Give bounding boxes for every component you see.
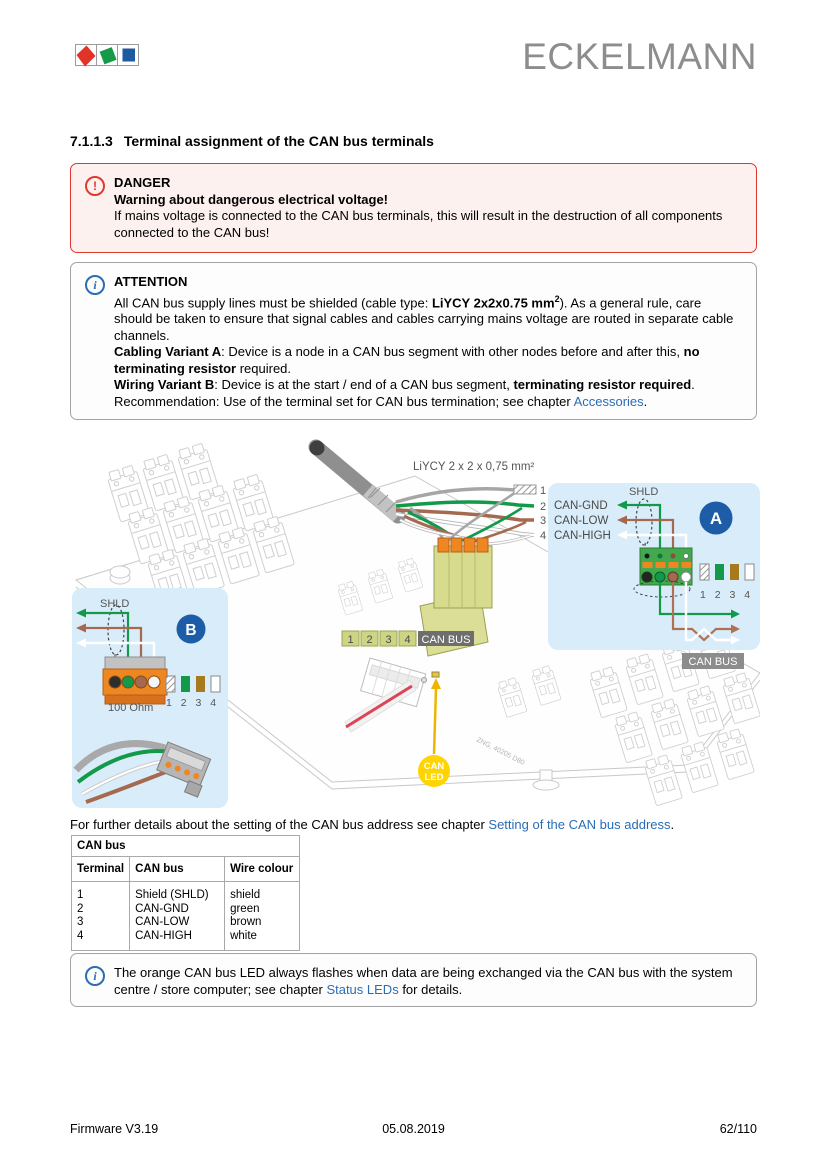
cell-terminal: 1 bbox=[72, 882, 130, 903]
signal-label-gnd: CAN-GND bbox=[554, 500, 608, 512]
svg-text:4: 4 bbox=[404, 634, 411, 646]
cell-colour: brown bbox=[225, 916, 300, 930]
cell-terminal: 3 bbox=[72, 916, 130, 930]
table-title: CAN bus bbox=[72, 836, 300, 857]
svg-text:3: 3 bbox=[540, 515, 547, 527]
table-row bbox=[72, 882, 300, 903]
footer-page-number: 62/110 bbox=[719, 1122, 757, 1136]
cell-signal: CAN-HIGH bbox=[130, 930, 225, 951]
variant-a-term: Cabling Variant A bbox=[114, 344, 222, 360]
attention-text: . bbox=[691, 377, 695, 393]
note-box bbox=[70, 953, 757, 1007]
danger-box bbox=[70, 163, 757, 253]
svg-text:1: 1 bbox=[540, 485, 547, 497]
attention-text: ). As a general rule, care should be taken to ensure that signal cables and cables carrying mains voltage are routed in separate cable channels. bbox=[114, 294, 734, 343]
can-bus-table bbox=[71, 835, 300, 951]
note-text: for details. bbox=[398, 981, 463, 997]
section-number: 7.1.1.3 bbox=[70, 133, 113, 149]
danger-warning: Warning about dangerous electrical voltage! bbox=[114, 191, 389, 207]
footer-date: 05.08.2019 bbox=[382, 1122, 445, 1136]
terminal-number-strip bbox=[342, 631, 474, 646]
section-heading bbox=[70, 133, 434, 149]
attention-text: . bbox=[643, 393, 648, 409]
attention-text: : Device is at the start / end of a CAN bus segment, bbox=[214, 377, 514, 393]
shld-label-b: SHLD bbox=[100, 598, 130, 610]
table-row bbox=[72, 930, 300, 951]
cell-colour: white bbox=[225, 930, 300, 951]
no-resistor-term: no terminating resistor bbox=[114, 344, 700, 376]
attention-title: ATTENTION bbox=[114, 274, 188, 289]
accessories-link[interactable]: Accessories bbox=[573, 393, 644, 409]
can-bus-tag-a bbox=[682, 653, 744, 669]
caption-text: For further details about the setting of the CAN bus address see chapter bbox=[70, 817, 489, 832]
eckelmann-logo bbox=[75, 43, 143, 71]
info-icon: i bbox=[85, 275, 105, 295]
cell-terminal: 2 bbox=[72, 903, 130, 917]
svg-text:1: 1 bbox=[347, 634, 354, 646]
table-row bbox=[72, 916, 300, 930]
note-text: The orange CAN bus LED always flashes when data are being exchanged via the CAN bus with the system centre / store computer; see chapter bbox=[114, 965, 733, 997]
section-title: Terminal assignment of the CAN bus terminals bbox=[123, 133, 434, 149]
danger-title: DANGER bbox=[114, 175, 171, 190]
caption-text: . bbox=[670, 817, 675, 832]
cell-terminal: 4 bbox=[72, 930, 130, 951]
cell-signal: Shield (SHLD) bbox=[130, 882, 225, 903]
info-icon: i bbox=[85, 966, 105, 986]
col-terminal: Terminal bbox=[72, 857, 130, 882]
svg-text:1 2 3 4: 1 2 3 4 bbox=[700, 589, 754, 601]
attention-text: Recommendation: Use of the terminal set for CAN bus termination; see chapter bbox=[114, 393, 574, 409]
terminal-block-b bbox=[103, 657, 167, 704]
svg-text:A: A bbox=[709, 509, 723, 528]
resistor-required-term: terminating resistor required bbox=[513, 377, 692, 393]
col-wire-colour: Wire colour bbox=[225, 857, 300, 882]
attention-text: : Device is a node in a CAN bus segment with other nodes before and after this, bbox=[221, 344, 684, 360]
logo-blue-square bbox=[123, 49, 136, 62]
can-bus-board-label: CAN BUS bbox=[421, 634, 471, 646]
attention-text: required. bbox=[236, 360, 292, 376]
cell-signal: CAN-LOW bbox=[130, 916, 225, 930]
danger-body: If mains voltage is connected to the CAN bus terminals, this will result in the destruction of all components connected to the CAN bus! bbox=[114, 208, 723, 240]
board-code: ZNG, 40205 D80 bbox=[475, 736, 526, 767]
svg-text:B: B bbox=[185, 622, 197, 639]
cell-colour: shield bbox=[225, 882, 300, 903]
svg-text:1 2 3 4: 1 2 3 4 bbox=[166, 697, 220, 709]
attention-box bbox=[70, 262, 757, 420]
wire-callout-numbers bbox=[540, 485, 546, 542]
cable-type-label: LiYCY 2 x 2 x 0,75 mm² bbox=[413, 461, 535, 473]
shld-label-a: SHLD bbox=[629, 486, 659, 498]
caption-line bbox=[70, 817, 674, 832]
variant-b-panel bbox=[72, 588, 228, 808]
col-can-bus: CAN bus bbox=[130, 857, 225, 882]
variant-b-term: Wiring Variant B bbox=[114, 377, 215, 393]
svg-text:2: 2 bbox=[366, 634, 373, 646]
status-leds-link[interactable]: Status LEDs bbox=[326, 981, 399, 997]
wiring-diagram bbox=[70, 430, 760, 815]
svg-text:CAN BUS: CAN BUS bbox=[688, 656, 738, 668]
cell-signal: CAN-GND bbox=[130, 903, 225, 917]
cable-type: LiYCY 2x2x0.75 mm bbox=[431, 294, 555, 310]
cable-type-sup: 2 bbox=[554, 293, 560, 304]
cell-colour: green bbox=[225, 903, 300, 917]
brand-wordmark: ECKELMANN bbox=[522, 36, 757, 77]
can-address-link[interactable]: Setting of the CAN bus address bbox=[488, 817, 671, 832]
footer-firmware: Firmware V3.19 bbox=[70, 1122, 159, 1136]
svg-text:2: 2 bbox=[540, 501, 547, 513]
svg-text:LED: LED bbox=[424, 772, 444, 783]
svg-text:4: 4 bbox=[540, 530, 547, 542]
variant-a-panel bbox=[548, 483, 760, 650]
svg-text:3: 3 bbox=[385, 634, 392, 646]
svg-text:CAN: CAN bbox=[423, 761, 445, 772]
attention-text: All CAN bus supply lines must be shielded (cable type: bbox=[114, 294, 432, 310]
resistor-label: 100 Ohm bbox=[108, 702, 154, 714]
signal-label-low: CAN-LOW bbox=[554, 515, 609, 527]
signal-label-high: CAN-HIGH bbox=[554, 530, 611, 542]
attention-body bbox=[114, 291, 740, 411]
danger-icon: ! bbox=[85, 176, 105, 196]
table-row bbox=[72, 903, 300, 917]
